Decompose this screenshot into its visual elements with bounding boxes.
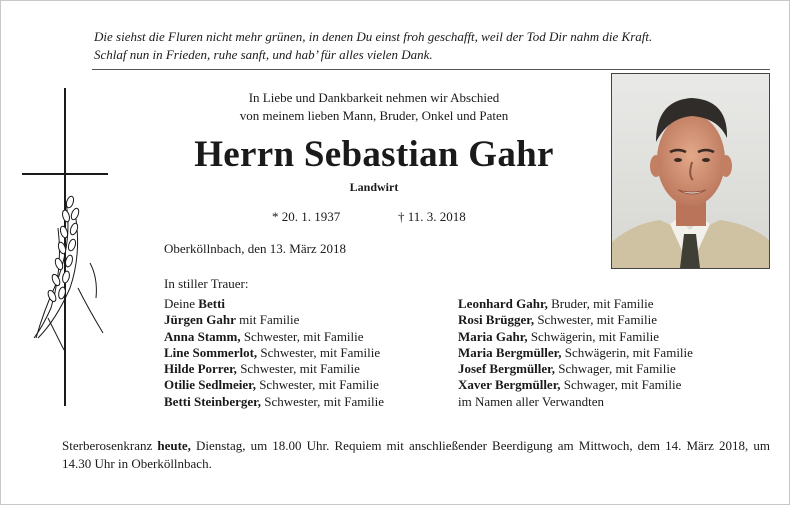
mourner-name: Otilie Sedlmeier, <box>164 377 256 393</box>
mourner-relation: Schwester, mit Familie <box>236 361 360 377</box>
mourner-relation: Schwester, mit Familie <box>255 377 379 393</box>
birth-date: * 20. 1. 1937 <box>272 209 341 224</box>
occupation: Landwirt <box>349 180 399 194</box>
mourner-row <box>458 345 693 361</box>
mourner-name: Betti <box>198 296 226 311</box>
mourner-row <box>458 394 693 410</box>
mourner-relation: Schwester, mit Familie <box>257 344 381 360</box>
mourner-name: Betti Steinberger, <box>164 393 261 409</box>
cross-with-wheat-icon <box>18 88 113 408</box>
mourner-relation: Schwester, mit Familie <box>261 393 384 409</box>
mourner-row <box>458 296 693 312</box>
poem-line-2: Schlaf nun in Frieden, ruhe sanft, und hab’ für alles vielen Dank. <box>94 47 433 62</box>
funeral-info <box>62 437 770 473</box>
footer-text-2: Dienstag, um 18.00 Uhr. Requiem mit anschließender Beerdigung am Mittwoch, dem 14. März 2018, um 14.30 Uhr in Oberköllnbach. <box>62 438 770 471</box>
mourner-row <box>164 329 384 345</box>
mourner-row <box>164 394 384 410</box>
intro-text <box>164 89 584 125</box>
mourner-name: Maria Bergmüller, <box>458 344 562 360</box>
mourner-name: Jürgen Gahr <box>164 312 236 328</box>
mourner-name: Josef Bergmüller, <box>458 361 555 377</box>
mourner-relation: Schwester, mit Familie <box>534 312 658 328</box>
place-and-date: Oberköllnbach, den 13. März 2018 <box>164 241 346 256</box>
mourners-left <box>164 296 384 410</box>
poem-line-1: Die siehst die Fluren nicht mehr grünen, in denen Du einst froh geschafft, weil der Tod Dir nahm die Kraft. <box>94 29 653 44</box>
divider <box>92 69 770 70</box>
mourner-name: Maria Gahr, <box>458 328 528 344</box>
mourner-row <box>164 377 384 393</box>
mourner-row <box>458 329 693 345</box>
poem <box>94 28 774 64</box>
mourner-relation: Schwester, mit Familie <box>240 328 364 344</box>
mourner-row <box>164 312 384 328</box>
mourner-prefix: Deine <box>164 296 199 311</box>
death-date: † 11. 3. 2018 <box>398 209 466 224</box>
mourner-relation: Schwägerin, mit Familie <box>527 328 659 344</box>
mourner-relation: Bruder, mit Familie <box>547 296 654 311</box>
mourner-row <box>458 361 693 377</box>
mourners-right <box>458 296 693 410</box>
mourner-prefix: im Namen aller Verwandten <box>458 393 604 409</box>
mourner-row <box>164 345 384 361</box>
mourner-name: Rosi Brügger, <box>458 312 535 328</box>
footer-text-1: Sterberosenkranz <box>62 438 158 453</box>
mourner-name: Xaver Bergmüller, <box>458 377 561 393</box>
mourner-row <box>164 361 384 377</box>
mourner-row <box>164 296 384 312</box>
intro-line-2: von meinem lieben Mann, Bruder, Onkel und Paten <box>239 108 509 123</box>
mourner-relation: Schwager, mit Familie <box>555 361 676 377</box>
deceased-name: Herrn Sebastian Gahr <box>194 134 554 175</box>
mourner-row <box>458 312 693 328</box>
mourner-relation: Schwager, mit Familie <box>560 377 682 393</box>
mourner-name: Hilde Porrer, <box>164 361 237 377</box>
mourner-name: Leonhard Gahr, <box>458 296 548 311</box>
portrait-illustration <box>612 74 769 268</box>
mourning-label: In stiller Trauer: <box>164 276 249 291</box>
mourner-name: Line Sommerlot, <box>164 344 258 360</box>
mourner-name: Anna Stamm, <box>164 328 241 344</box>
mourner-row <box>458 377 693 393</box>
portrait-photo <box>611 73 770 269</box>
intro-line-1: In Liebe und Dankbarkeit nehmen wir Abschied <box>248 90 500 105</box>
footer-bold: heute, <box>157 438 191 453</box>
mourner-relation: mit Familie <box>235 312 300 328</box>
mourner-relation: Schwägerin, mit Familie <box>561 344 693 360</box>
